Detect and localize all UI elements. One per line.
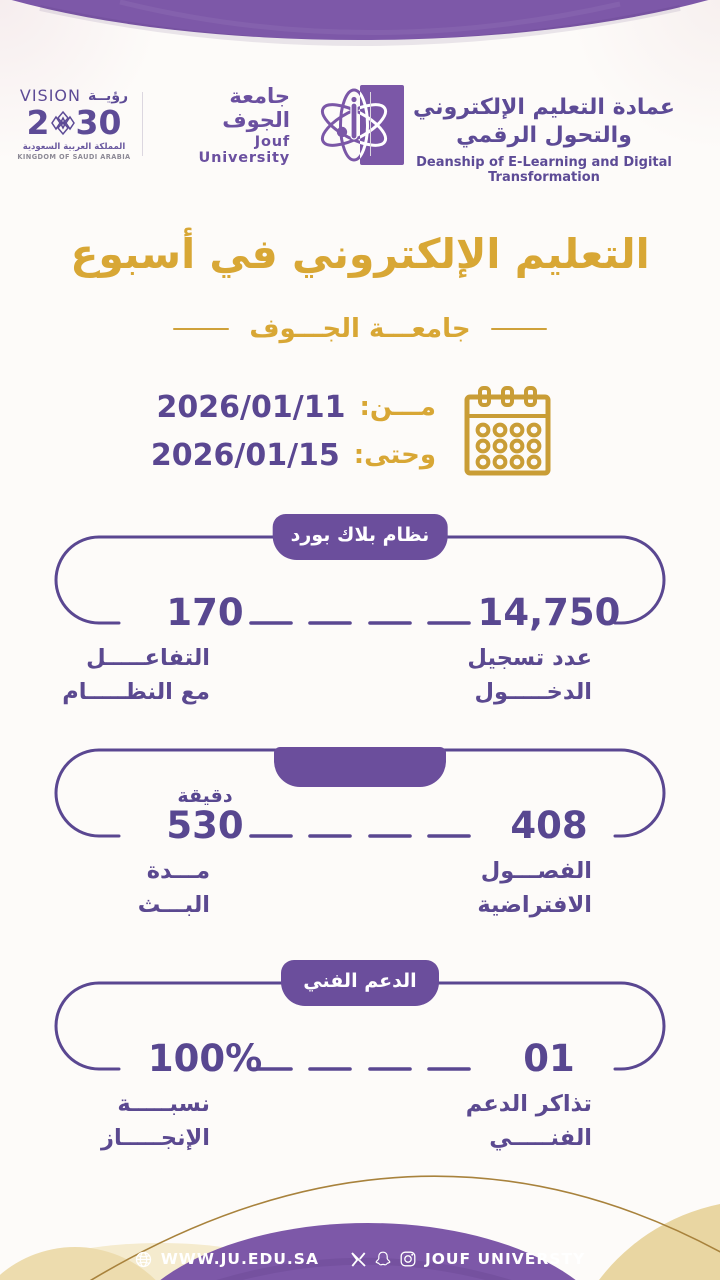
- date-from-label: مـــن:: [359, 392, 436, 422]
- date-to-row: [151, 438, 436, 473]
- stat-label-support-tickets: تذاكر الدعم الفنـــــي: [465, 1091, 592, 1151]
- card-badge: [274, 747, 446, 787]
- stat-value-support-tickets: 01: [523, 1037, 575, 1081]
- jouf-name-en: Jouf University: [198, 134, 290, 167]
- stat-card-blackboard: [45, 524, 675, 705]
- page-subtitle: [0, 314, 720, 344]
- stat-label-virtual-classes: الفصـــول الافتراضية: [477, 858, 592, 918]
- stat-value-broadcast-minutes: دقيقة 530: [166, 785, 244, 848]
- date-range: [151, 384, 554, 478]
- deanship-title-en: Deanship of E-Learning and Digital Transformation: [416, 155, 672, 185]
- stat-value-interactions: 170: [166, 591, 244, 635]
- date-to-label: وحتى:: [353, 440, 436, 470]
- stat-label-logins: عدد تسجيل الدخـــــول: [467, 645, 592, 705]
- vision-word-en: VISION: [19, 86, 81, 105]
- saudi-emblem-icon: [51, 109, 75, 137]
- date-from-row: [157, 390, 436, 425]
- vision-2030-logo: [16, 86, 132, 161]
- stat-value-logins: 14,750: [477, 591, 621, 635]
- vision-year-right: 30: [75, 103, 122, 142]
- snapchat-icon: [375, 1251, 391, 1267]
- instagram-icon: [400, 1251, 416, 1267]
- stat-label-broadcast-duration: مـــدة البـــث: [137, 858, 210, 918]
- footer-social-handle: JOUF UNIVERSTY: [424, 1250, 586, 1268]
- stat-value-completion-rate: 100%: [147, 1037, 263, 1081]
- stat-card-support: [45, 970, 675, 1151]
- x-icon: [351, 1252, 366, 1267]
- calendar-icon: [460, 384, 554, 478]
- vision-word-ar: رؤيــة: [88, 87, 129, 104]
- date-to-value: 2026/01/15: [150, 437, 340, 473]
- top-arc-decoration: [0, 0, 720, 70]
- page-title: التعليم الإلكتروني في أسبوع: [70, 230, 650, 278]
- footer: [0, 1250, 720, 1268]
- stat-label-completion-rate: نسبـــــة الإنجـــــاز: [101, 1091, 210, 1151]
- subtitle-text: جامعـــة الجـــوف: [249, 314, 471, 344]
- card-badge: نظام بلاك بورد: [273, 514, 448, 560]
- vision-country-en: KINGDOM OF SAUDI ARABIA: [17, 153, 131, 161]
- stat-label-interactions: التفاعـــــل مع النظـــــام: [62, 645, 210, 705]
- vision-country-ar: المملكة العربية السعودية: [22, 142, 126, 152]
- deanship-title-block: [382, 94, 706, 185]
- footer-website: WWW.JU.EDU.SA: [160, 1250, 319, 1268]
- date-from-value: 2026/01/11: [156, 389, 346, 425]
- header-divider: [370, 92, 371, 156]
- header-divider: [142, 92, 143, 156]
- subtitle-dash: [491, 328, 547, 330]
- jouf-name-ar: جامعة الجوف: [222, 84, 290, 133]
- deanship-title-ar: عمادة التعليم الإلكتروني والتحول الرقمي: [413, 95, 675, 148]
- globe-icon: [135, 1251, 152, 1268]
- stat-card-virtual-classes: [45, 743, 675, 918]
- subtitle-dash: [173, 328, 229, 330]
- vision-year-left: 2: [26, 103, 50, 142]
- stat-value-virtual-classes: 408: [510, 804, 588, 848]
- card-badge: الدعم الفني: [281, 960, 439, 1006]
- header: [0, 84, 720, 185]
